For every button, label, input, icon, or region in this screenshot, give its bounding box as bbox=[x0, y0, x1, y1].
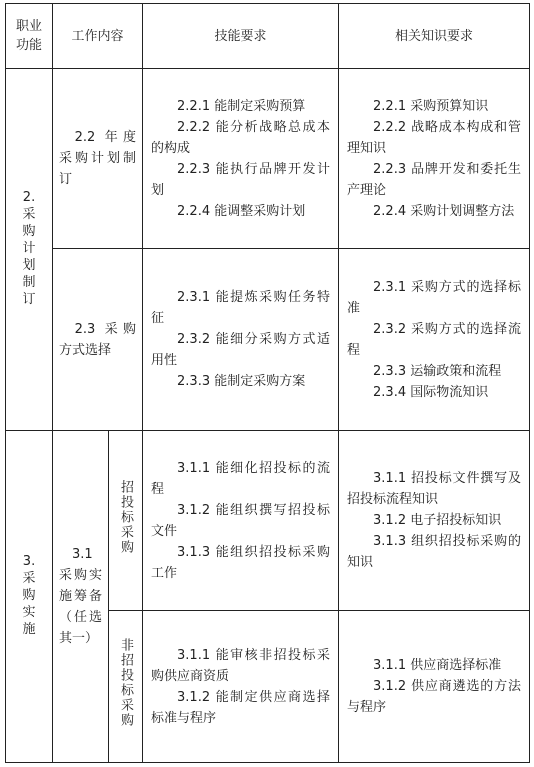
skills-cell-2-2 bbox=[143, 69, 339, 249]
skills-cell-3-1b bbox=[143, 611, 339, 763]
content-cell-2-3: 2.3 采购方式选择 bbox=[53, 249, 143, 431]
function-label-3: 3. 采购实施 bbox=[22, 554, 36, 637]
knowledge-item: 2.2.4 采购计划调整方法 bbox=[373, 203, 515, 219]
content-cell-2-2: 2.2 年度采购计划制订 bbox=[53, 69, 143, 249]
skill-item: 2.2.1 能制定采购预算 bbox=[177, 98, 306, 114]
skill-item: 3.1.2 能组织撰写招投标文件 bbox=[151, 502, 331, 539]
knowledge-item: 2.3.4 国际物流知识 bbox=[373, 384, 489, 400]
knowledge-item: 3.1.3 组织招投标采购的知识 bbox=[347, 534, 522, 570]
skill-item: 3.1.1 能细化招投标的流程 bbox=[151, 460, 331, 497]
knowledge-item: 2.2.3 品牌开发和委托生产理论 bbox=[347, 161, 522, 198]
table-row bbox=[6, 69, 530, 249]
knowledge-cell-2-3 bbox=[339, 249, 530, 431]
knowledge-item: 2.3.3 运输政策和流程 bbox=[373, 363, 502, 379]
knowledge-item: 3.1.1 招投标文件撰写及招投标流程知识 bbox=[347, 471, 522, 507]
table-row bbox=[6, 249, 530, 431]
occupation-skill-table bbox=[5, 3, 530, 763]
knowledge-item: 3.1.2 电子招投标知识 bbox=[373, 513, 502, 528]
subcategory-non-tender: 非招投标采购 bbox=[109, 611, 143, 763]
content-cell-3-1: 3.1 采购实施筹备（任选其一） bbox=[53, 431, 109, 763]
skill-item: 3.1.3 能组织招投标采购工作 bbox=[151, 544, 331, 581]
table-row bbox=[6, 431, 530, 611]
function-cell-3 bbox=[6, 431, 53, 763]
skill-item: 2.2.2 能分析战略总成本的构成 bbox=[151, 119, 331, 156]
header-row bbox=[6, 4, 530, 69]
function-cell-2 bbox=[6, 69, 53, 431]
knowledge-item: 2.2.1 采购预算知识 bbox=[373, 98, 489, 114]
knowledge-item: 2.2.2 战略成本构成和管理知识 bbox=[347, 119, 522, 156]
subcategory-tender: 招投标采购 bbox=[109, 431, 143, 611]
skill-item: 3.1.1 能审核非招投标采购供应商资质 bbox=[151, 647, 331, 684]
knowledge-item: 2.3.1 采购方式的选择标准 bbox=[347, 279, 522, 316]
skill-item: 2.3.2 能细分采购方式适用性 bbox=[151, 332, 331, 368]
skills-cell-2-3 bbox=[143, 249, 339, 431]
knowledge-cell-3-1a bbox=[339, 431, 530, 611]
header-content: 工作内容 bbox=[53, 4, 143, 69]
skill-item: 2.2.3 能执行品牌开发计划 bbox=[151, 161, 331, 198]
skill-item: 2.3.3 能制定采购方案 bbox=[177, 374, 306, 389]
skill-item: 3.1.2 能制定供应商选择标准与程序 bbox=[151, 689, 331, 726]
knowledge-cell-3-1b bbox=[339, 611, 530, 763]
knowledge-item: 2.3.2 采购方式的选择流程 bbox=[347, 321, 522, 358]
skill-item: 2.2.4 能调整采购计划 bbox=[177, 203, 306, 219]
knowledge-cell-2-2 bbox=[339, 69, 530, 249]
skill-item: 2.3.1 能提炼采购任务特征 bbox=[151, 290, 331, 326]
header-knowledge: 相关知识要求 bbox=[339, 4, 530, 69]
header-skills: 技能要求 bbox=[143, 4, 339, 69]
function-label-2: 2. 采购计划制订 bbox=[22, 190, 36, 307]
skills-cell-3-1a bbox=[143, 431, 339, 611]
knowledge-item: 3.1.1 供应商选择标准 bbox=[373, 658, 502, 673]
header-func: 职业功能 bbox=[6, 4, 53, 69]
knowledge-item: 3.1.2 供应商遴选的方法与程序 bbox=[347, 679, 522, 715]
